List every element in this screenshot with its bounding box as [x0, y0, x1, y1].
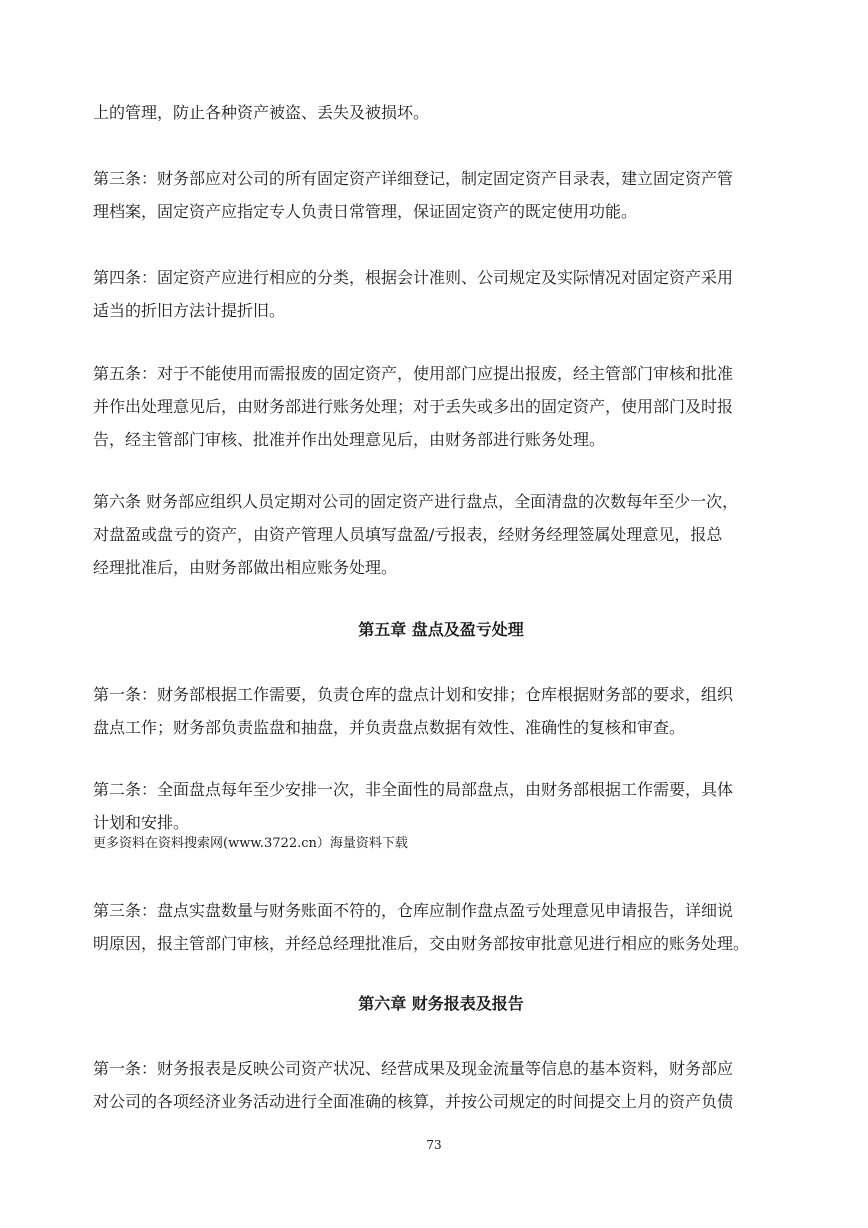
- chapter-6-heading: 第六章 财务报表及报告: [358, 994, 524, 1013]
- text-line: 理档案，固定资产应指定专人负责日常管理，保证固定资产的既定使用功能。: [93, 202, 638, 221]
- text-line: 第三条：财务部应对公司的所有固定资产详细登记，制定固定资产目录表，建立固定资产管: [93, 169, 734, 188]
- text-line: 对盘盈或盘亏的资产，由资产管理人员填写盘盈/亏报表，经财务经理签属处理意见，报总: [93, 525, 723, 544]
- text-line: 上的管理，防止各种资产被盗、丢失及被损坏。: [93, 103, 430, 122]
- text-line: 并作出处理意见后，由财务部进行账务处理；对于丢失或多出的固定资产，使用部门及时报: [93, 397, 734, 416]
- text-line: 第六条 财务部应组织人员定期对公司的固定资产进行盘点，全面清盘的次数每年至少一次，: [93, 492, 739, 511]
- text-line: 第一条：财务部根据工作需要，负责仓库的盘点计划和安排；仓库根据财务部的要求，组织: [93, 685, 734, 704]
- text-line: 第一条：财务报表是反映公司资产状况、经营成果及现金流量等信息的基本资料，财务部应: [93, 1059, 734, 1078]
- text-line: 盘点工作；财务部负责监盘和抽盘，并负责盘点数据有效性、准确性的复核和审查。: [93, 718, 686, 737]
- text-line: 第三条：盘点实盘数量与财务账面不符的，仓库应制作盘点盈亏处理意见申请报告，详细说: [93, 901, 734, 920]
- text-line: 第五条：对于不能使用而需报废的固定资产，使用部门应提出报废，经主管部门审核和批准: [93, 364, 734, 383]
- paragraph-ch5-article-1: [93, 678, 789, 744]
- text-line: 第二条：全面盘点每年至少安排一次，非全面性的局部盘点，由财务部根据工作需要，具体: [93, 780, 734, 799]
- text-line: 第四条：固定资产应进行相应的分类，根据会计准则、公司规定及实际情况对固定资产采用: [93, 268, 734, 287]
- chapter-5-heading: 第五章 盘点及盈亏处理: [358, 620, 524, 639]
- paragraph-ch5-article-3: [93, 894, 789, 960]
- text-line: 经理批准后，由财务部做出相应账务处理。: [93, 558, 398, 577]
- paragraph-article-4: [93, 261, 789, 327]
- paragraph-ch5-article-2: [93, 773, 789, 839]
- paragraph-ch6-article-1: [93, 1052, 789, 1118]
- paragraph-article-6: [93, 485, 789, 584]
- paragraph-article-5: [93, 357, 789, 456]
- download-note: 更多资料在资料搜索网(www.3722.cn）海量资料下载: [93, 836, 408, 851]
- text-line: 适当的折旧方法计提折旧。: [93, 301, 286, 320]
- text-line: 对公司的各项经济业务活动进行全面准确的核算，并按公司规定的时间提交上月的资产负债: [93, 1092, 734, 1111]
- page-number: 73: [426, 1138, 442, 1152]
- text-line: 明原因，报主管部门审核，并经总经理批准后，交由财务部按审批意见进行相应的账务处理。: [93, 934, 750, 953]
- paragraph-intro: [93, 96, 789, 129]
- text-line: 计划和安排。: [93, 813, 190, 832]
- paragraph-article-3: [93, 162, 789, 228]
- text-line: 告，经主管部门审核、批准并作出处理意见后，由财务部进行账务处理。: [93, 430, 606, 449]
